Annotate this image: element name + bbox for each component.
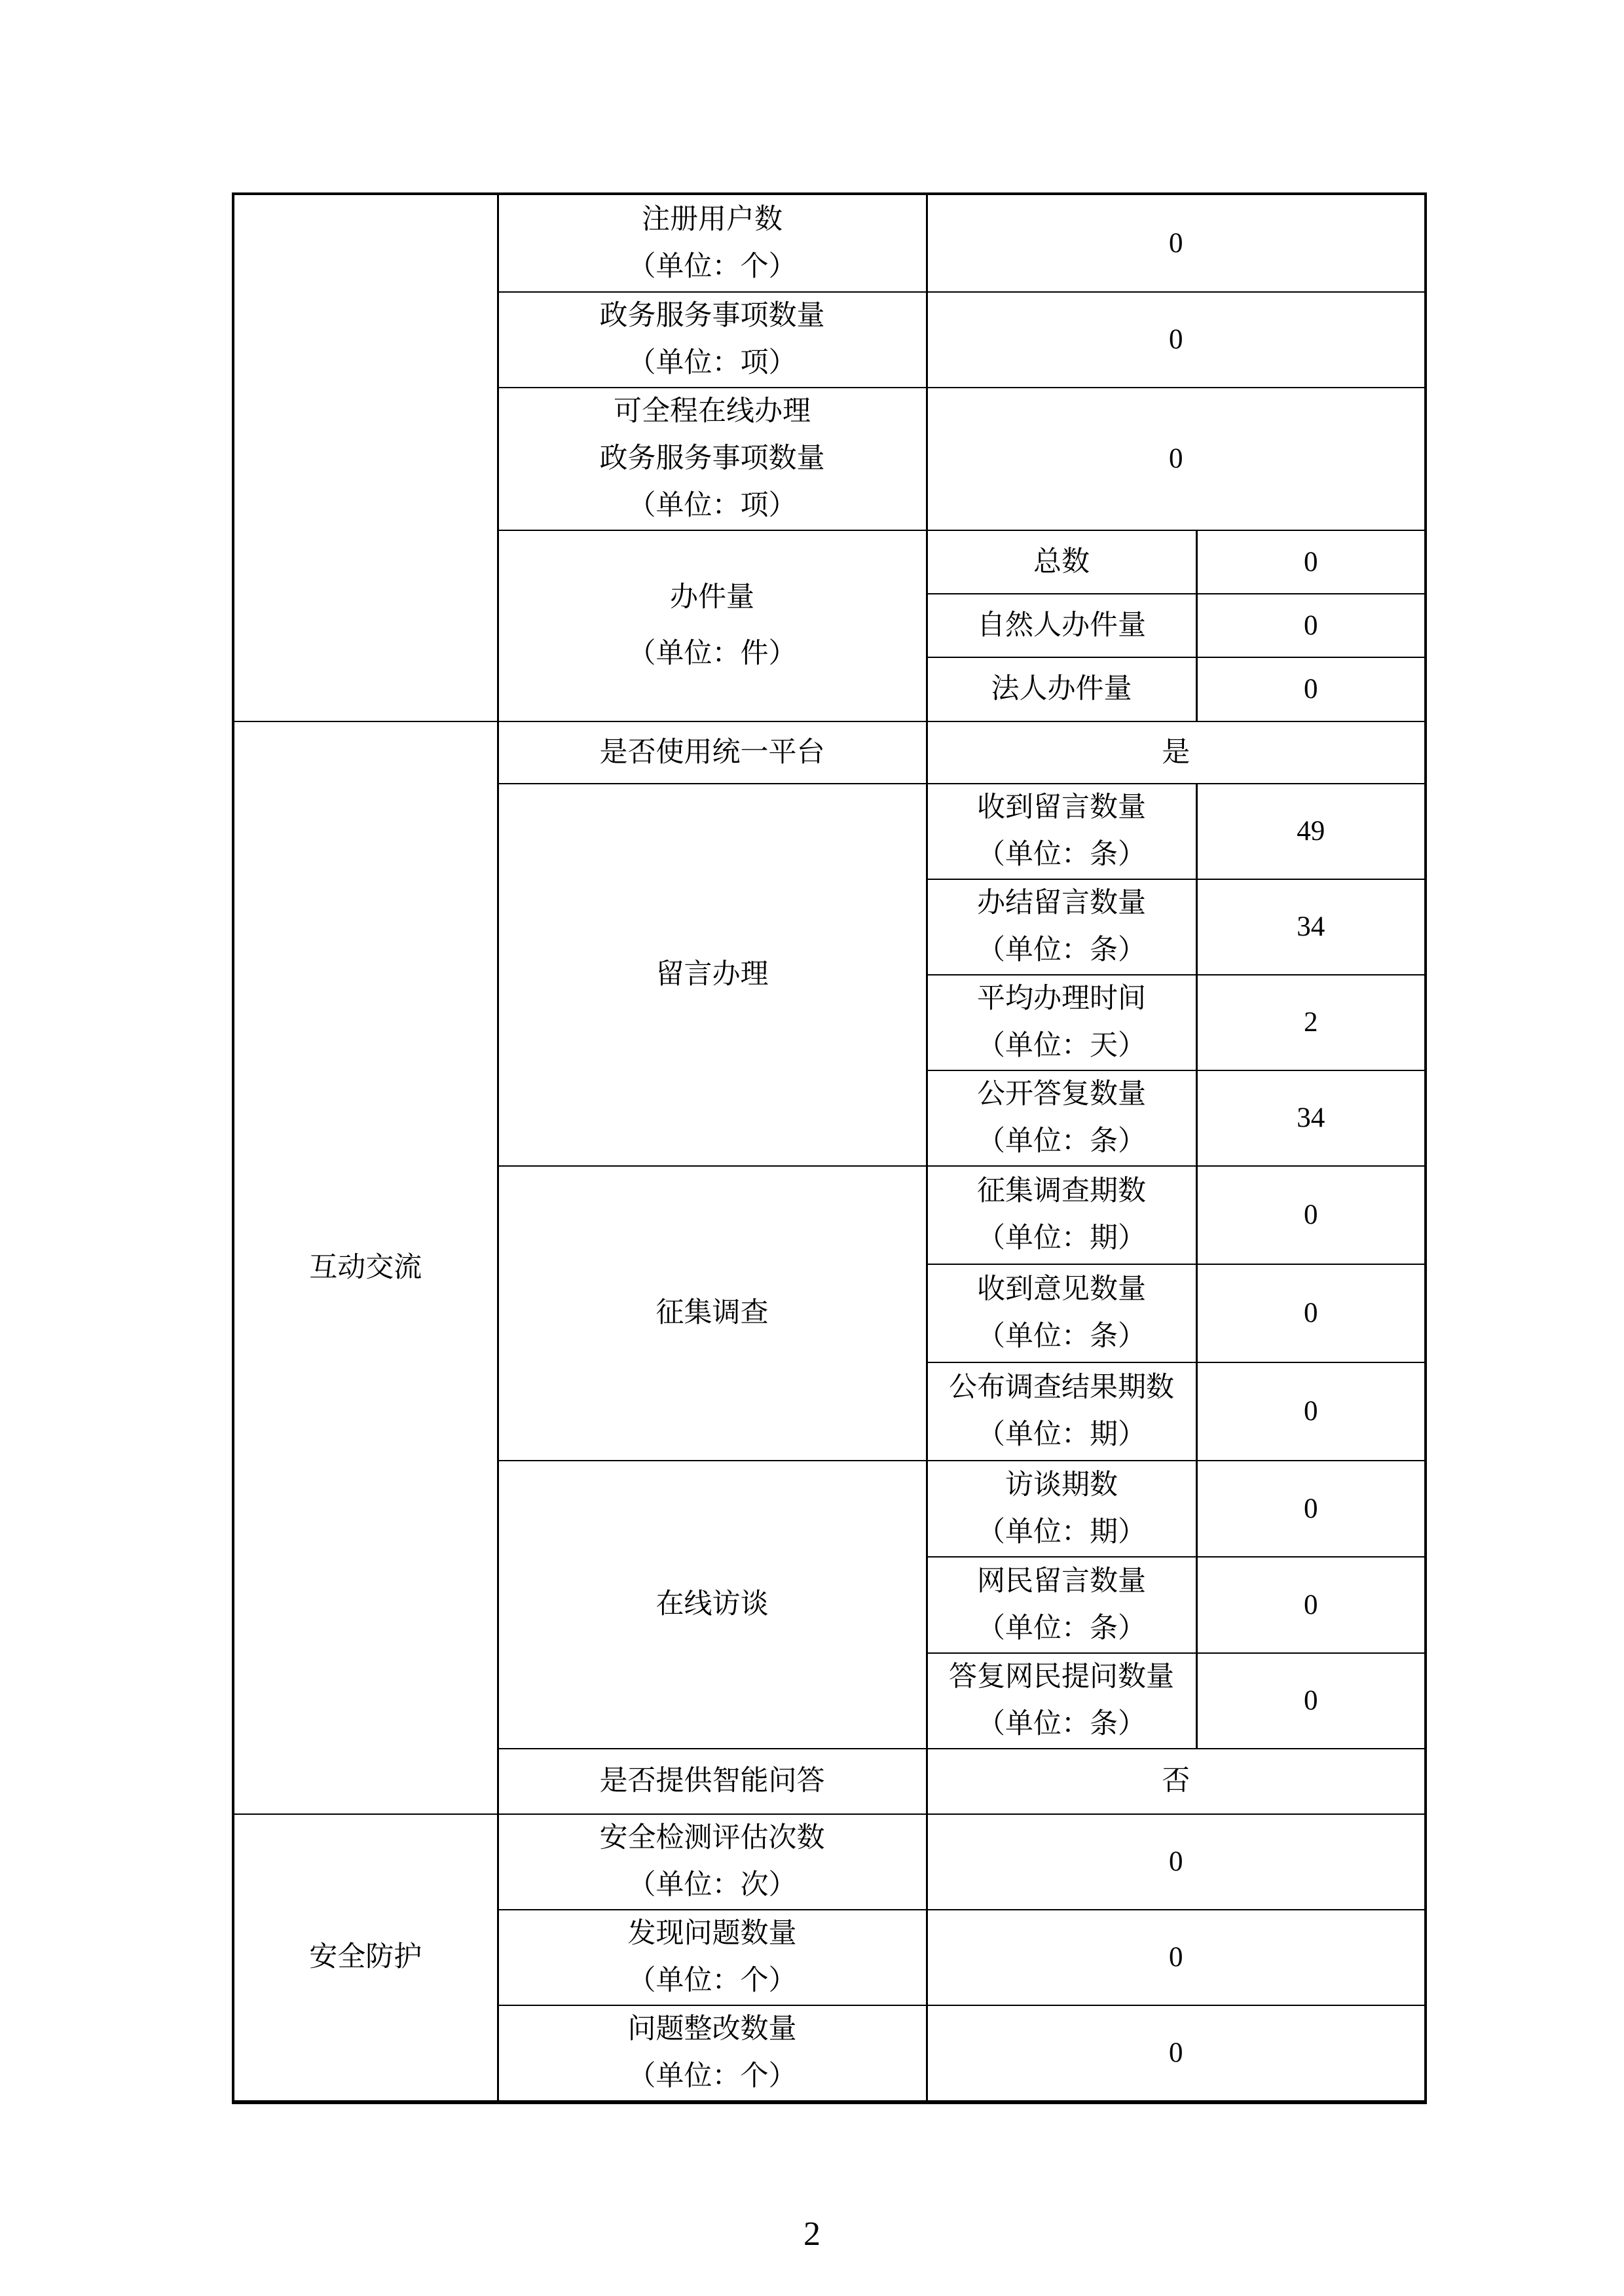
label-messages-received — [927, 784, 1196, 879]
group-label-message-handling: 留言办理 — [498, 784, 927, 1166]
value-survey-opinions: 0 — [1196, 1264, 1426, 1362]
label-line: 问题整改数量 — [627, 2014, 797, 2045]
value-case-legal-person: 0 — [1196, 657, 1426, 721]
label-line: 访谈期数 — [1005, 1469, 1118, 1501]
label-line: （单位：条） — [977, 1126, 1146, 1157]
group-label-survey: 征集调查 — [498, 1166, 927, 1461]
label-line: （单位：个） — [627, 1965, 797, 1996]
row-security-assessments — [233, 1814, 1426, 1910]
label-line: 收到意见数量 — [977, 1274, 1146, 1305]
label-line: 发现问题数量 — [627, 1918, 797, 1949]
label-line: 收到留言数量 — [977, 792, 1146, 823]
category-cell-service-blank — [233, 194, 498, 721]
label-line: （单位：次） — [627, 1870, 797, 1901]
group-label-online-interview: 在线访谈 — [498, 1461, 927, 1749]
category-cell-interaction: 互动交流 — [233, 721, 498, 1814]
label-line: （单位：条） — [977, 1709, 1146, 1740]
label-line: 办件量 — [670, 582, 754, 613]
group-label-case-volume — [498, 530, 927, 721]
label-line: （单位：条） — [977, 839, 1146, 870]
label-line: 征集调查期数 — [977, 1176, 1146, 1207]
label-line: 政务服务事项数量 — [599, 443, 825, 474]
label-security-assessments — [498, 1814, 927, 1910]
value-security-assessments: 0 — [927, 1814, 1426, 1910]
label-questions-answered — [927, 1653, 1196, 1749]
label-line: 网民留言数量 — [977, 1565, 1146, 1597]
label-case-natural-person: 自然人办件量 — [927, 594, 1196, 657]
label-survey-opinions — [927, 1264, 1196, 1362]
value-service-items: 0 — [927, 292, 1426, 388]
value-full-online-items: 0 — [927, 388, 1426, 530]
label-line: 平均办理时间 — [977, 983, 1146, 1014]
label-line: （单位：项） — [627, 490, 797, 521]
label-line: 安全检测评估次数 — [599, 1823, 825, 1853]
label-line: （单位：天） — [977, 1030, 1146, 1061]
label-line: （单位：条） — [977, 1321, 1146, 1352]
row-registered-users — [233, 194, 1426, 292]
statistics-table — [232, 192, 1427, 2104]
value-unified-platform: 是 — [927, 721, 1426, 784]
label-line: （单位：期） — [977, 1223, 1146, 1254]
value-registered-users: 0 — [927, 194, 1426, 292]
label-line: 办结留言数量 — [977, 888, 1146, 919]
label-line: 答复网民提问数量 — [949, 1662, 1174, 1692]
label-line: （单位：个） — [627, 251, 797, 282]
label-line: 公开答复数量 — [977, 1079, 1146, 1110]
label-line: 可全程在线办理 — [614, 396, 811, 427]
label-problems-rectified — [498, 2005, 927, 2102]
value-questions-answered: 0 — [1196, 1653, 1426, 1749]
value-interview-periods: 0 — [1196, 1461, 1426, 1557]
value-case-natural-person: 0 — [1196, 594, 1426, 657]
label-problems-found — [498, 1910, 927, 2005]
value-messages-received: 49 — [1196, 784, 1426, 879]
value-messages-completed: 34 — [1196, 879, 1426, 975]
label-survey-results — [927, 1362, 1196, 1461]
label-case-total: 总数 — [927, 530, 1196, 594]
label-full-online-items — [498, 388, 927, 530]
value-survey-periods: 0 — [1196, 1166, 1426, 1264]
value-smart-qa: 否 — [927, 1749, 1426, 1814]
label-line: （单位：条） — [977, 1613, 1146, 1644]
label-line: （单位：个） — [627, 2061, 797, 2092]
value-case-total: 0 — [1196, 530, 1426, 594]
value-survey-results: 0 — [1196, 1362, 1426, 1461]
label-line: （单位：件） — [627, 638, 797, 669]
label-line: （单位：期） — [977, 1419, 1146, 1450]
value-problems-found: 0 — [927, 1910, 1426, 2005]
label-line: 公布调查结果期数 — [949, 1372, 1174, 1403]
label-line: （单位：项） — [627, 348, 797, 378]
label-line: 注册用户数 — [642, 204, 783, 235]
label-line: （单位：期） — [977, 1516, 1146, 1548]
label-smart-qa: 是否提供智能问答 — [498, 1749, 927, 1814]
value-problems-rectified: 0 — [927, 2005, 1426, 2102]
row-unified-platform — [233, 721, 1426, 784]
value-avg-handling-time: 2 — [1196, 975, 1426, 1070]
label-avg-handling-time — [927, 975, 1196, 1070]
label-interview-periods — [927, 1461, 1196, 1557]
label-netizen-messages — [927, 1557, 1196, 1653]
label-unified-platform: 是否使用统一平台 — [498, 721, 927, 784]
category-cell-security: 安全防护 — [233, 1814, 498, 2102]
label-service-items — [498, 292, 927, 388]
label-registered-users — [498, 194, 927, 292]
label-messages-completed — [927, 879, 1196, 975]
value-netizen-messages: 0 — [1196, 1557, 1426, 1653]
label-public-replies — [927, 1070, 1196, 1166]
page-number: 2 — [803, 2215, 821, 2253]
label-survey-periods — [927, 1166, 1196, 1264]
label-line: （单位：条） — [977, 935, 1146, 966]
label-case-legal-person: 法人办件量 — [927, 657, 1196, 721]
value-public-replies: 34 — [1196, 1070, 1426, 1166]
label-line: 政务服务事项数量 — [599, 301, 825, 331]
